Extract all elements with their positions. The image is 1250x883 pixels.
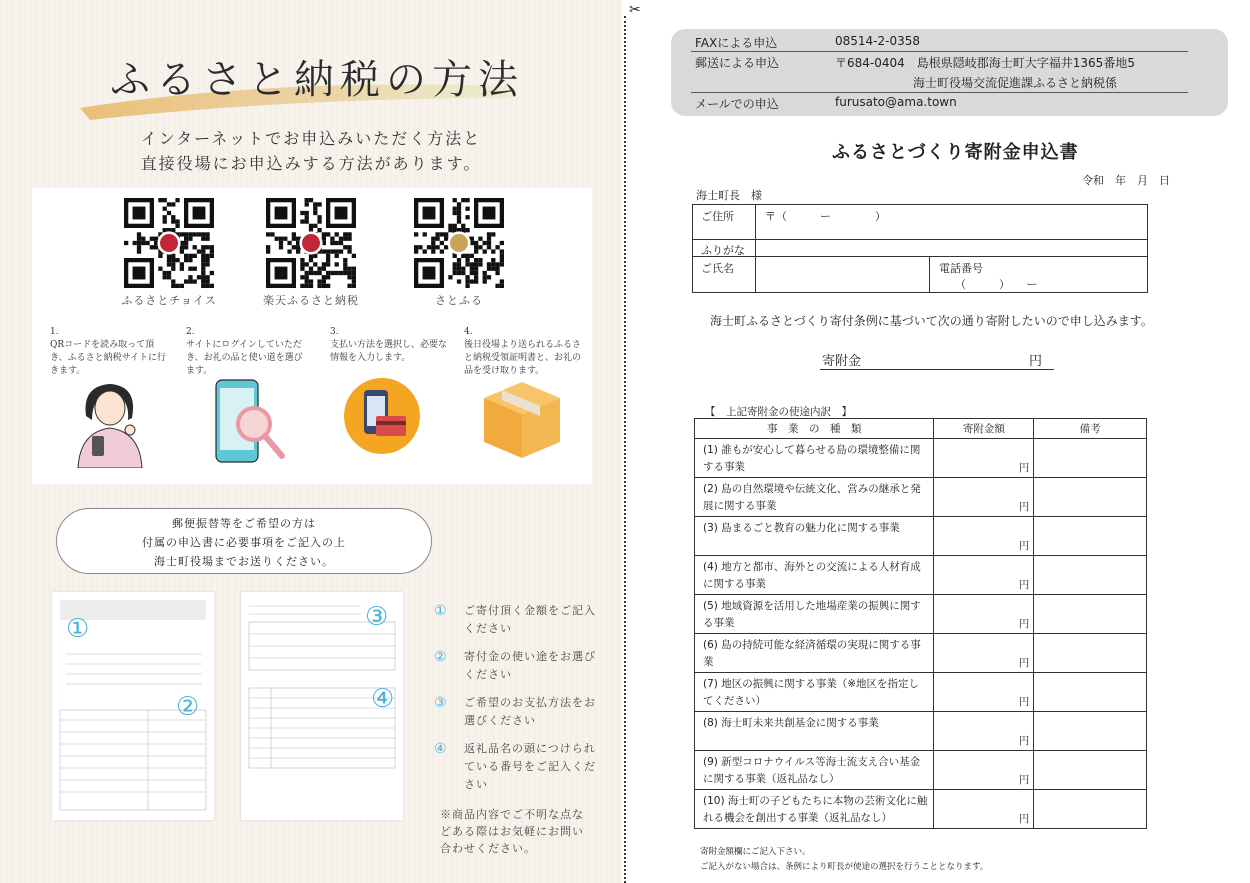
furigana-label: ふりがな (701, 244, 745, 257)
amount-cell[interactable]: 円 (934, 790, 1034, 829)
legend-item-4: ④ 返礼品名の頭につけられている番号をご記入ください (434, 741, 596, 791)
footnote-2: ご記入がない場合は、条例により町長が使途の選択を行うこととなります。 (700, 862, 989, 872)
usage-table (694, 418, 1147, 829)
table-row: (6) 島の持続可能な経済循環の実現に関する事業 円 (695, 634, 1147, 673)
amount-cell[interactable]: 円 (934, 439, 1034, 478)
qr-furusato-choice[interactable] (104, 198, 234, 308)
qr-label: さとふる (435, 294, 483, 307)
intro-line-1: インターネットでお申込みいただく方法と (140, 129, 482, 148)
remarks-cell[interactable] (1034, 634, 1147, 673)
contact-box (671, 29, 1228, 116)
qr-rakuten[interactable] (246, 198, 376, 308)
table-row: (2) 島の自然環境や伝統文化、営みの継承と発展に関する事業 円 (695, 478, 1147, 517)
mail-label: メールでの申込 (695, 97, 779, 111)
thumb-number-4: ④ (371, 684, 395, 714)
donation-unit: 円 (1028, 354, 1042, 369)
footnote-1: 寄附金額欄にご記入下さい。 (700, 847, 811, 857)
remarks-cell[interactable] (1034, 790, 1147, 829)
remarks-cell[interactable] (1034, 751, 1147, 790)
remarks-cell[interactable] (1034, 712, 1147, 751)
page-title: ふるさと納税の方法 (110, 57, 524, 103)
remarks-cell[interactable] (1034, 478, 1147, 517)
table-row: (5) 地域資源を活用した地場産業の振興に関する事業 円 (695, 595, 1147, 634)
step-2: 2. サイトにログインしていただき、お礼の品と使い道を選びます。 (186, 327, 303, 376)
post-label: 郵送による申込 (695, 56, 780, 70)
remarks-cell[interactable] (1034, 439, 1147, 478)
amount-cell[interactable]: 円 (934, 712, 1034, 751)
post-department: 海士町役場交流促進課ふるさと納税係 (913, 76, 1118, 90)
amount-cell[interactable]: 円 (934, 595, 1034, 634)
applicant-table (692, 204, 1148, 293)
legend-item-1: ① ご寄付頂く金額をご記入ください (434, 603, 596, 635)
qr-satofull[interactable] (394, 198, 524, 308)
thumb-number-1: ① (66, 614, 90, 644)
header-purpose: 事 業 の 種 類 (695, 419, 934, 439)
phone-field[interactable]: （ ） ー (955, 278, 1038, 291)
name-label: ご氏名 (701, 262, 734, 275)
phone-search-icon (208, 376, 294, 468)
amount-cell[interactable]: 円 (934, 673, 1034, 712)
amount-cell[interactable]: 円 (934, 556, 1034, 595)
table-row: (8) 海士町未来共創基金に関する事業 円 (695, 712, 1147, 751)
remarks-cell[interactable] (1034, 595, 1147, 634)
remarks-cell[interactable] (1034, 556, 1147, 595)
qr-code-icon (414, 198, 504, 288)
woman-phone-icon (72, 376, 148, 468)
mail-address[interactable]: furusato@ama.town (835, 95, 957, 109)
addressee: 海士町長 様 (696, 189, 762, 202)
divider-line (691, 92, 1188, 93)
left-panel (0, 0, 622, 883)
date-field[interactable]: 令和 年 月 日 (1082, 174, 1170, 187)
scissors-icon: ✂ (629, 2, 641, 18)
remarks-cell[interactable] (1034, 517, 1147, 556)
step-1: 1. QRコードを読み取って頂き、ふるさと納税サイトに行きます。 (50, 327, 167, 376)
delivery-box-icon (480, 376, 564, 460)
address-label: ご住所 (701, 210, 734, 223)
step-3: 3. 支払い方法を選択し、必要な情報を入力します。 (330, 327, 448, 363)
thumb-number-2: ② (176, 692, 200, 722)
amount-cell[interactable]: 円 (934, 751, 1034, 790)
amount-cell[interactable]: 円 (934, 517, 1034, 556)
donation-amount-field[interactable] (820, 348, 1054, 370)
intro-line-2: 直接役場にお申込みする方法があります。 (140, 154, 482, 173)
table-row: (4) 地方と都市、海外との交流による人材育成に関する事業 円 (695, 556, 1147, 595)
qr-code-icon (266, 198, 356, 288)
table-row: (9) 新型コロナウイルス等海士流支え合い基金に関する事業（返礼品なし） 円 (695, 751, 1147, 790)
fax-number: 08514-2-0358 (835, 34, 921, 48)
qr-label: 楽天ふるさと納税 (263, 294, 359, 307)
header-remarks: 備考 (1034, 419, 1147, 439)
phone-label: 電話番号 (939, 262, 983, 275)
usage-heading: 【 上記寄附金の使途内訳 】 (705, 406, 852, 418)
inquiry-note: ※商品内容でご不明な点などある際はお気軽にお問い合わせください。 (440, 808, 584, 855)
donation-label: 寄附金 (822, 354, 862, 369)
fax-label: FAXによる申込 (695, 36, 778, 50)
intro-text (0, 126, 622, 176)
header-amount: 寄附金額 (934, 419, 1034, 439)
qr-code-icon (124, 198, 214, 288)
form-thumbnail-1 (52, 592, 214, 820)
qr-panel (32, 188, 592, 484)
table-row: (7) 地区の振興に関する事業（※地区を指定してください） 円 (695, 673, 1147, 712)
postal-code-field[interactable]: 〒（ ー ） (765, 210, 886, 223)
legend-item-2: ② 寄付金の使い途をお選びください (434, 649, 596, 681)
table-row: (1) 誰もが安心して暮らせる島の環境整備に関する事業 円 (695, 439, 1147, 478)
remarks-cell[interactable] (1034, 673, 1147, 712)
step-4: 4. 後日役場より送られるふるさと納税受領証明書と、お礼の品を受け取ります。 (464, 327, 582, 376)
form-thumbnail-2 (241, 592, 403, 820)
amount-cell[interactable]: 円 (934, 478, 1034, 517)
cut-line (624, 16, 626, 883)
mail-order-bubble: 郵便振替等をご希望の方は 付属の申込書に必要事項をご記入の上 海士町役場までお送りください。 (56, 508, 432, 574)
amount-cell[interactable]: 円 (934, 634, 1034, 673)
application-statement: 海士町ふるさとづくり寄付条例に基づいて次の通り寄附したいので申し込みます。 (710, 314, 1153, 328)
form-title: ふるさとづくり寄附金申込書 (832, 142, 1079, 163)
qr-label: ふるさとチョイス (121, 294, 217, 307)
thumb-number-3: ③ (365, 602, 389, 632)
legend-item-3: ③ ご希望のお支払方法をお選びください (434, 695, 596, 727)
table-row: (10) 海士町の子どもたちに本物の芸術文化に触れる機会を創出する事業（返礼品なし） 円 (695, 790, 1147, 829)
table-row: (3) 島まるごと教育の魅力化に関する事業 円 (695, 517, 1147, 556)
payment-card-icon (342, 376, 422, 456)
post-address: 〒684-0404 島根県隠岐郡海士町大字福井1365番地5 (835, 56, 1135, 70)
divider-line (691, 51, 1188, 52)
